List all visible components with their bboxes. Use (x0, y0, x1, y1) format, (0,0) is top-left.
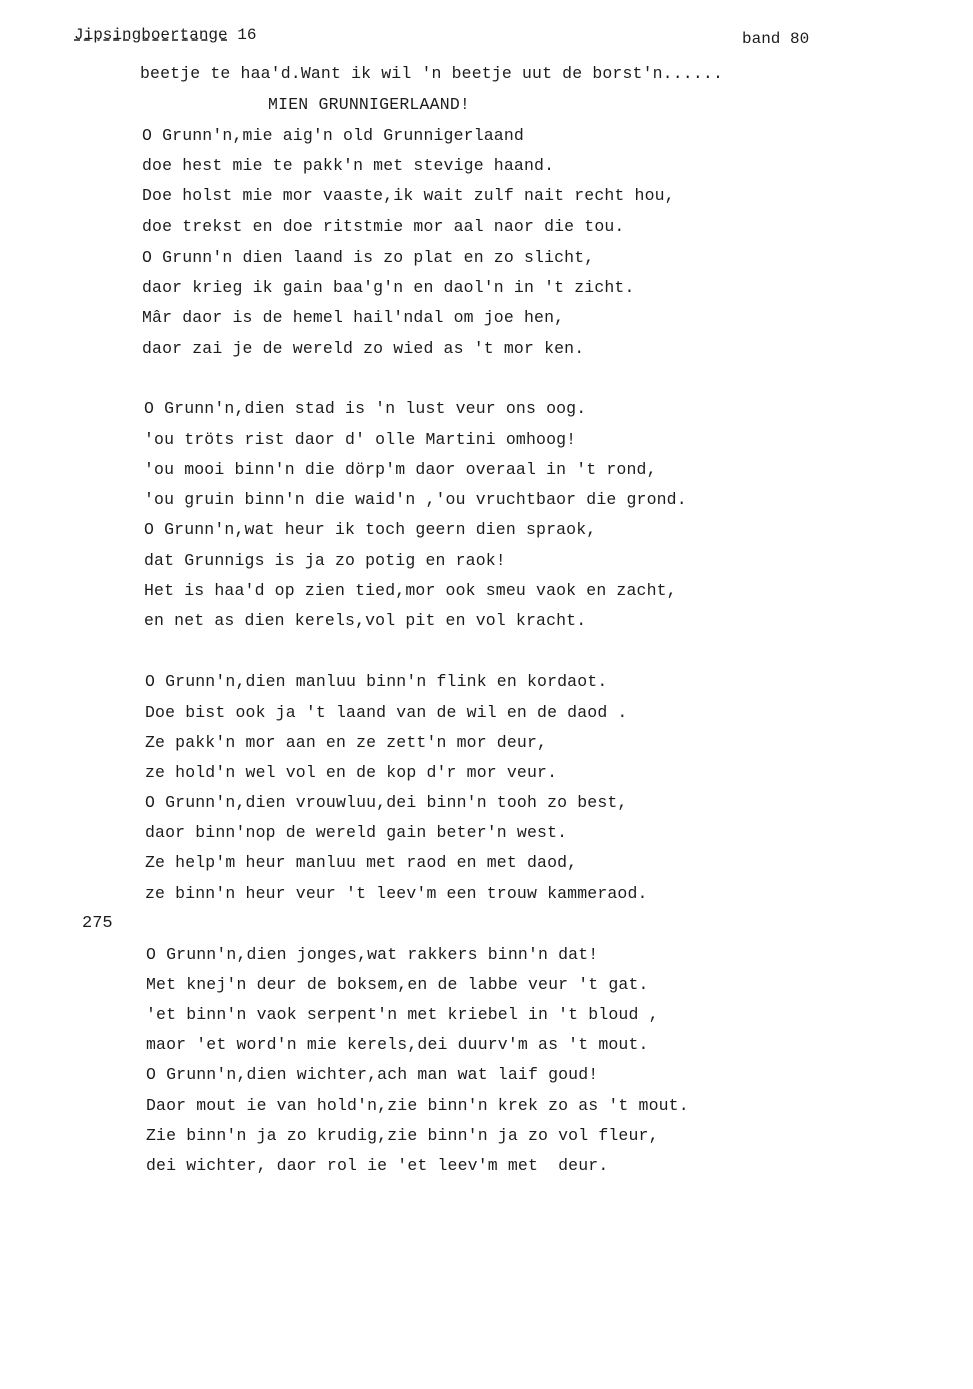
poem-line: daor binn'nop de wereld gain beter'n west. (145, 823, 568, 842)
poem-line: en net as dien kerels,vol pit en vol kracht. (144, 611, 587, 630)
poem-line: 'ou tröts rist daor d' olle Martini omhoog! (144, 430, 577, 449)
poem-line: daor krieg ik gain baa'g'n en daol'n in 't zicht. (142, 278, 635, 297)
band-number: band 80 (742, 30, 810, 48)
poem-line: ze binn'n heur veur 't leev'm een trouw kammeraod. (145, 884, 648, 903)
poem-line: dei wichter, daor rol ie 'et leev'm met deur. (146, 1156, 609, 1175)
poem-line: O Grunn'n,dien manluu binn'n flink en kordaot. (145, 672, 608, 691)
poem-line: dat Grunnigs is ja zo potig en raok! (144, 551, 506, 570)
poem-line: Ze pakk'n mor aan en ze zett'n mor deur, (145, 733, 548, 752)
margin-page-number: 275 (82, 914, 113, 933)
poem-line: O Grunn'n,dien jonges,wat rakkers binn'n dat! (146, 945, 599, 964)
intro-line: beetje te haa'd.Want ik wil 'n beetje uut de borst'n...... (140, 64, 723, 83)
poem-line: Mâr daor is de hemel hail'ndal om joe hen, (142, 308, 565, 327)
header-title: Jipsingboertange (74, 26, 228, 44)
poem-line: Met knej'n deur de boksem,en de labbe veur 't gat. (146, 975, 649, 994)
poem-line: doe trekst en doe ritstmie mor aal naor die tou. (142, 217, 625, 236)
poem-line: O Grunn'n,dien wichter,ach man wat laif goud! (146, 1065, 599, 1084)
poem-line: 'ou mooi binn'n die dörp'm daor overaal in 't rond, (144, 460, 657, 479)
poem-line: Doe bist ook ja 't laand van de wil en de daod . (145, 703, 628, 722)
poem-line: ze hold'n wel vol en de kop d'r mor veur. (145, 763, 558, 782)
poem-line: Ze help'm heur manluu met raod en met daod, (145, 853, 578, 872)
poem-line: Doe holst mie mor vaaste,ik wait zulf nait recht hou, (142, 186, 675, 205)
poem-line: O Grunn'n,dien stad is 'n lust veur ons oog. (144, 399, 587, 418)
poem-line: maor 'et word'n mie kerels,dei duurv'm as 't mout. (146, 1035, 649, 1054)
poem-line: 'et binn'n vaok serpent'n met kriebel in 't bloud , (146, 1005, 659, 1024)
poem-line: doe hest mie te pakk'n met stevige haand. (142, 156, 555, 175)
poem-line: Zie binn'n ja zo krudig,zie binn'n ja zo vol fleur, (146, 1126, 659, 1145)
page-header (74, 26, 256, 44)
poem-title: MIEN GRUNNIGERLAAND! (268, 95, 471, 114)
poem-line: O Grunn'n,wat heur ik toch geern dien spraok, (144, 520, 597, 539)
header-page-number: 16 (237, 26, 257, 44)
poem-line: Daor mout ie van hold'n,zie binn'n krek zo as 't mout. (146, 1096, 689, 1115)
poem-line: Het is haa'd op zien tied,mor ook smeu vaok en zacht, (144, 581, 677, 600)
poem-line: O Grunn'n,mie aig'n old Grunnigerlaand (142, 126, 524, 145)
poem-line: O Grunn'n dien laand is zo plat en zo slicht, (142, 248, 595, 267)
poem-line: daor zai je de wereld zo wied as 't mor ken. (142, 339, 585, 358)
poem-line: O Grunn'n,dien vrouwluu,dei binn'n tooh zo best, (145, 793, 628, 812)
poem-line: 'ou gruin binn'n die waid'n ,'ou vruchtbaor die grond. (144, 490, 687, 509)
